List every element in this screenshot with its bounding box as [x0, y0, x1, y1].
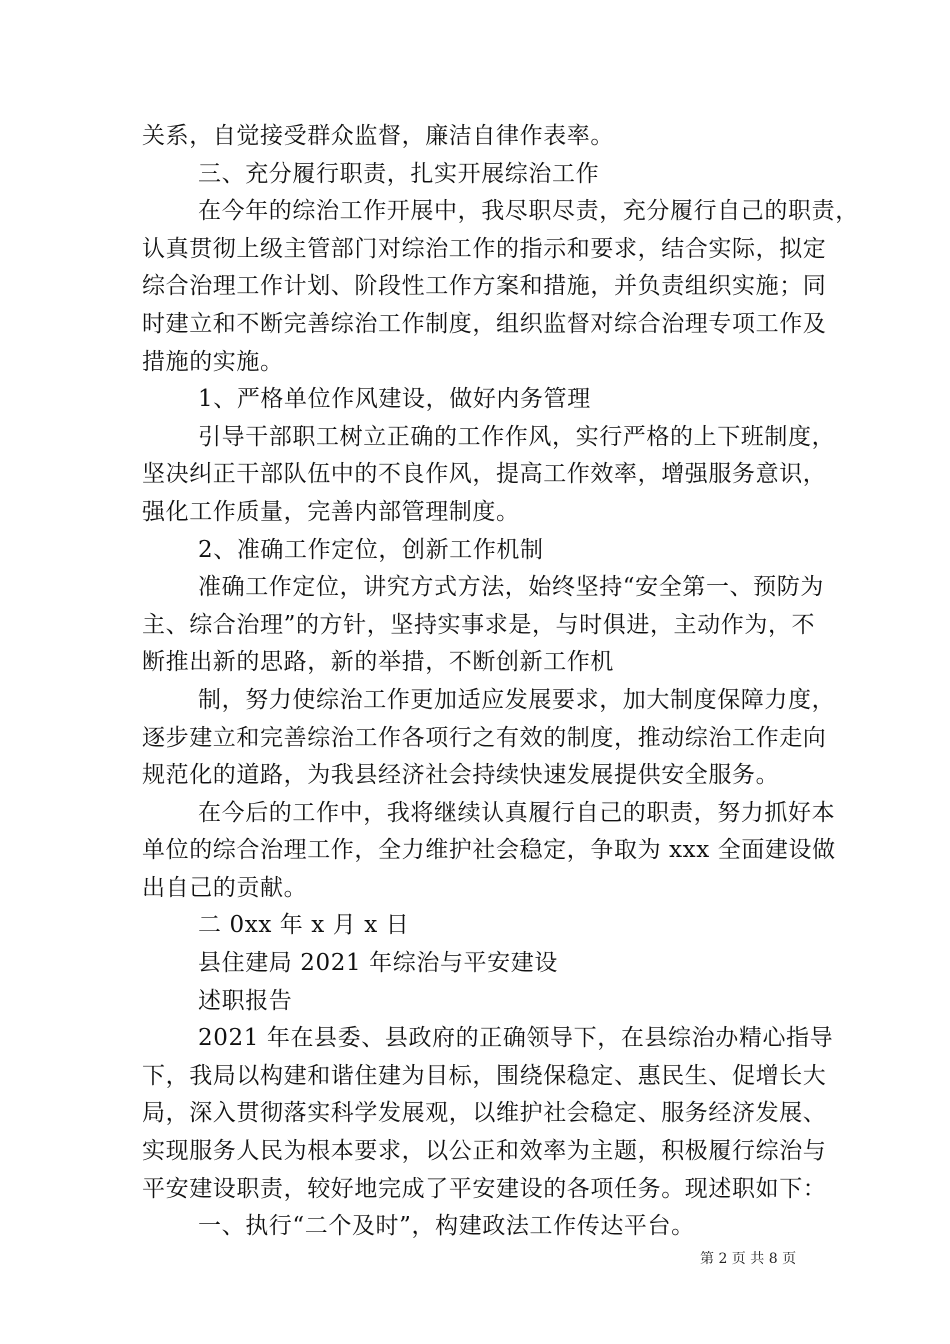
text-line: 三、充分履行职责，扎实开展综治工作	[198, 160, 600, 187]
text-line: 2021 年在县委、县政府的正确领导下，在县综治办精心指导	[198, 1025, 834, 1052]
text-line: 规范化的道路，为我县经济社会持续快速发展提供安全服务。	[142, 762, 780, 789]
text-line: 强化工作质量，完善内部管理制度。	[142, 498, 520, 525]
text-line: 二 0xx 年 x 月 x 日	[198, 912, 410, 939]
text-line: 县住建局 2021 年综治与平安建设	[198, 950, 558, 977]
document-body	[142, 118, 859, 1246]
text-line: 一、执行“二个及时”，构建政法工作传达平台。	[198, 1213, 695, 1240]
text-line: 单位的综合治理工作，全力维护社会稳定，争取为 xxx 全面建设做	[142, 837, 836, 864]
text-line: 坚决纠正干部队伍中的不良作风，提高工作效率，增强服务意识，	[142, 461, 827, 488]
text-line: 下，我局以构建和谐住建为目标，围绕保稳定、惠民生、促增长大	[142, 1062, 827, 1089]
text-line: 引导干部职工树立正确的工作作风，实行严格的上下班制度，	[198, 423, 836, 450]
text-line: 逐步建立和完善综治工作各项行之有效的制度，推动综治工作走向	[142, 724, 827, 751]
text-line: 措施的实施。	[142, 348, 284, 375]
text-line: 准确工作定位，讲究方式方法，始终坚持“安全第一、预防为	[198, 574, 824, 601]
text-line: 1、严格单位作风建设，做好内务管理	[198, 386, 591, 413]
text-line: 主、综合治理”的方针，坚持实事求是，与时俱进，主动作为，不	[142, 611, 816, 638]
text-line: 局，深入贯彻落实科学发展观，以维护社会稳定、服务经济发展、	[142, 1100, 827, 1127]
text-line: 断推出新的思路，新的举措，不断创新工作机	[142, 649, 614, 676]
text-line: 时建立和不断完善综治工作制度，组织监督对综合治理专项工作及	[142, 310, 827, 337]
text-line: 在今年的综治工作开展中，我尽职尽责，充分履行自己的职责，	[198, 198, 859, 225]
text-line: 关系，自觉接受群众监督，廉洁自律作表率。	[142, 123, 614, 149]
text-line: 出自己的贡献。	[142, 874, 308, 901]
text-line: 制，努力使综治工作更加适应发展要求，加大制度保障力度，	[198, 686, 836, 713]
text-line: 在今后的工作中，我将继续认真履行自己的职责，努力抓好本	[198, 799, 836, 826]
text-line: 2、准确工作定位，创新工作机制	[198, 536, 544, 563]
text-line: 认真贯彻上级主管部门对综治工作的指示和要求，结合实际，拟定	[142, 235, 827, 262]
text-line: 实现服务人民为根本要求，以公正和效率为主题，积极履行综治与	[142, 1138, 827, 1165]
text-line: 平安建设职责，较好地完成了平安建设的各项任务。现述职如下：	[142, 1175, 827, 1202]
text-line: 述职报告	[198, 987, 293, 1014]
page-number: 第 2 页 共 8 页	[700, 1251, 797, 1267]
text-line: 综合治理工作计划、阶段性工作方案和措施，并负责组织实施；同	[142, 273, 827, 300]
